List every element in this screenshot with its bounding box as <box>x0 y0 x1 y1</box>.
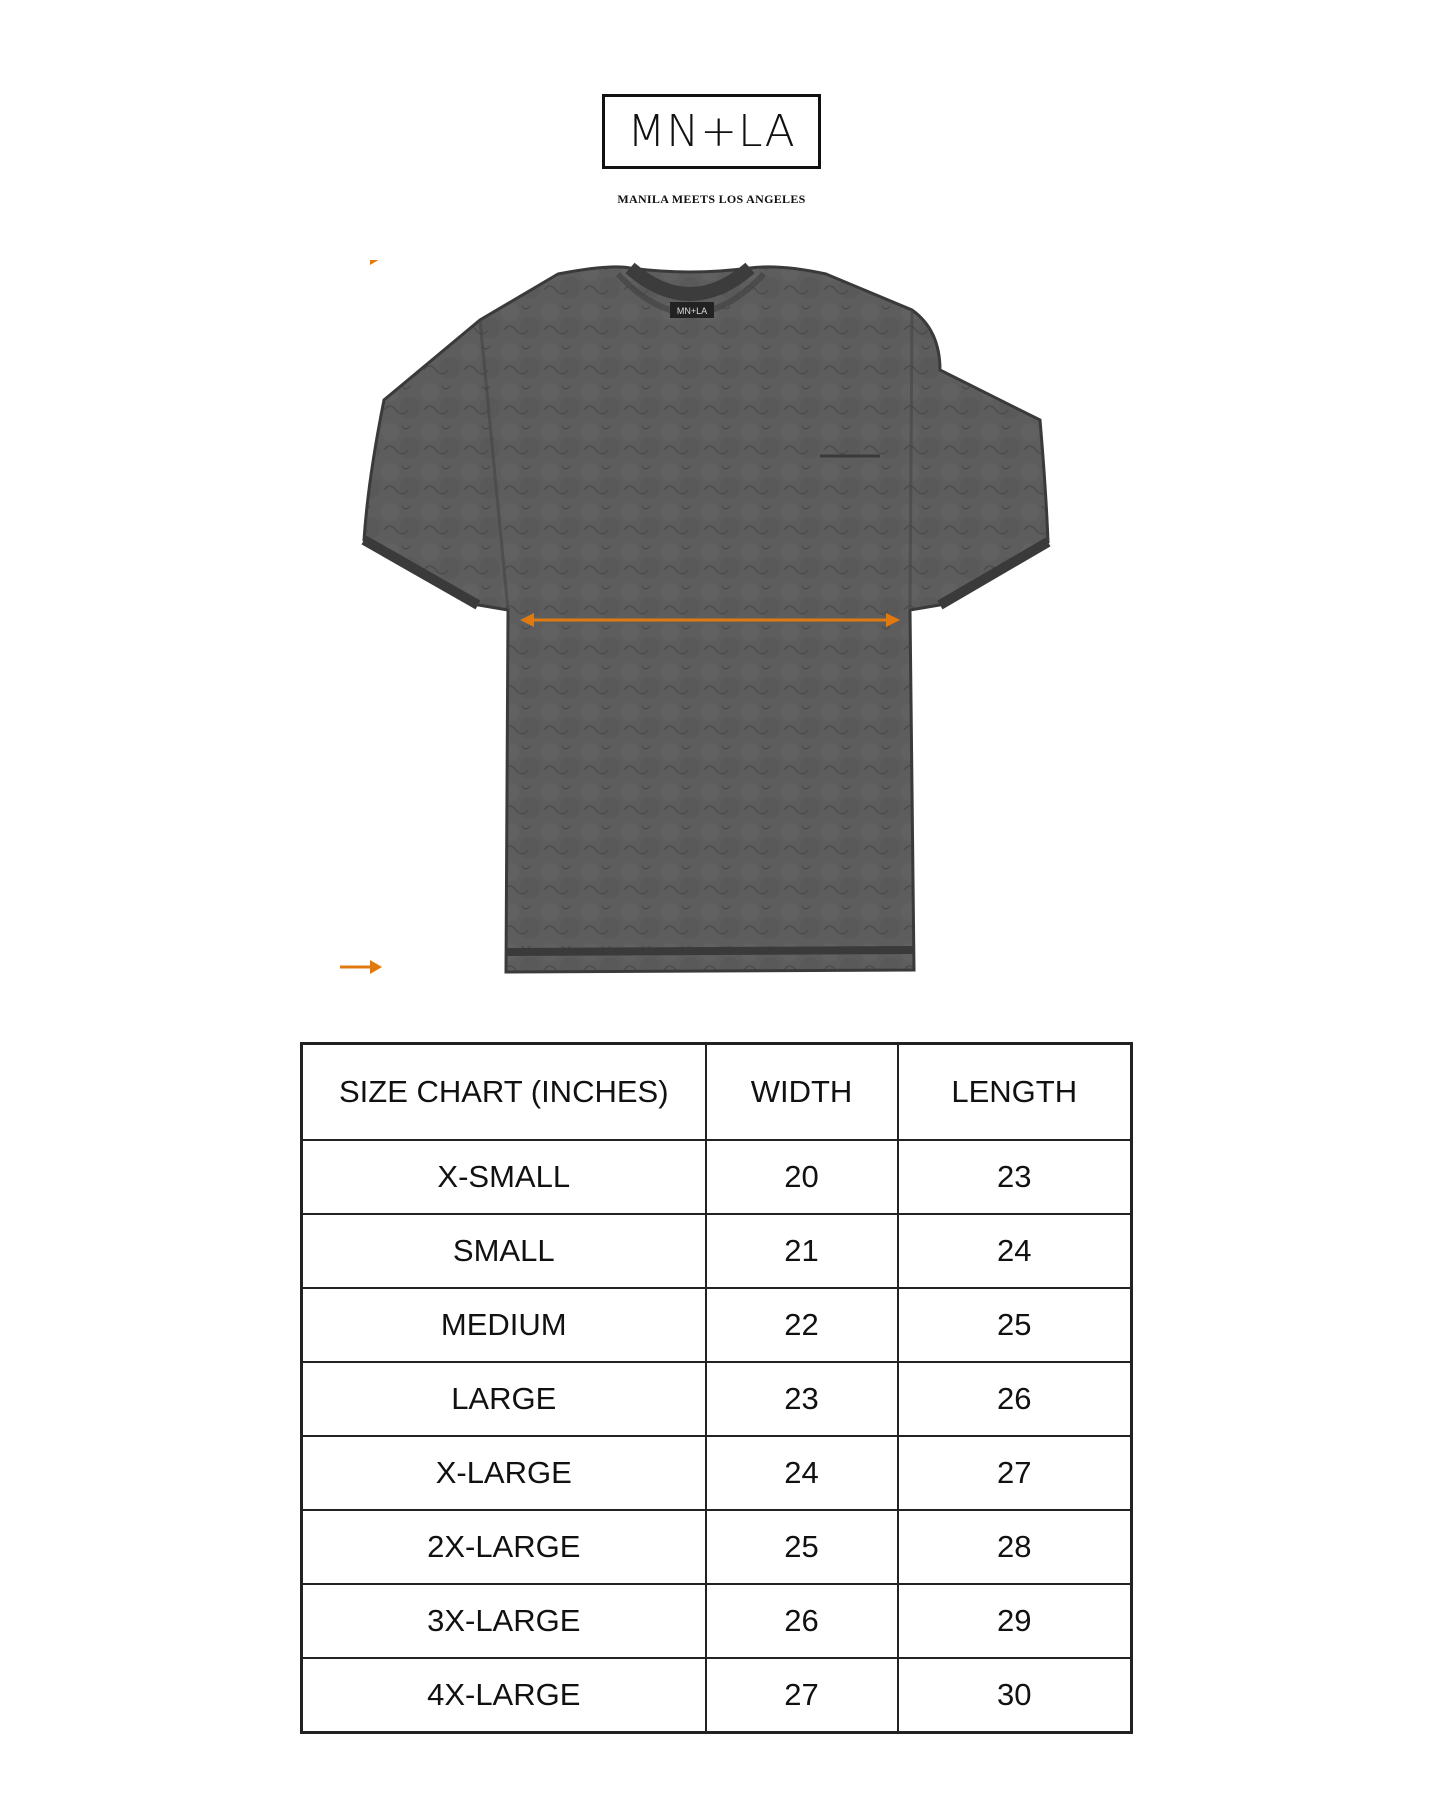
tshirt-illustration <box>340 260 1060 980</box>
brand-tagline: MANILA MEETS LOS ANGELES <box>617 192 806 206</box>
width-cell: 25 <box>706 1510 898 1584</box>
table-row <box>302 1436 1132 1510</box>
header-size: SIZE CHART (INCHES) <box>302 1044 706 1141</box>
size-cell: 4X-LARGE <box>302 1658 706 1733</box>
size-cell: SMALL <box>302 1214 706 1288</box>
header-length: LENGTH <box>898 1044 1132 1141</box>
width-cell: 26 <box>706 1584 898 1658</box>
length-cell: 30 <box>898 1658 1132 1733</box>
logo-text: MN+LA <box>627 106 796 157</box>
width-cell: 20 <box>706 1140 898 1214</box>
length-cell: 29 <box>898 1584 1132 1658</box>
table-row <box>302 1288 1132 1362</box>
size-cell: 2X-LARGE <box>302 1510 706 1584</box>
length-cell: 26 <box>898 1362 1132 1436</box>
table-row <box>302 1140 1132 1214</box>
size-cell: LARGE <box>302 1362 706 1436</box>
collar-label: MN+LA <box>676 306 708 316</box>
table-row <box>302 1362 1132 1436</box>
length-arrow <box>340 260 370 967</box>
length-arrowhead-top <box>370 260 382 265</box>
length-cell: 24 <box>898 1214 1132 1288</box>
size-cell: 3X-LARGE <box>302 1584 706 1658</box>
size-chart-table <box>300 1042 1133 1734</box>
length-cell: 23 <box>898 1140 1132 1214</box>
length-cell: 25 <box>898 1288 1132 1362</box>
width-cell: 24 <box>706 1436 898 1510</box>
table-row <box>302 1658 1132 1733</box>
size-cell: X-LARGE <box>302 1436 706 1510</box>
length-arrowhead-bottom <box>370 960 382 974</box>
length-cell: 28 <box>898 1510 1132 1584</box>
width-cell: 21 <box>706 1214 898 1288</box>
header-width: WIDTH <box>706 1044 898 1141</box>
size-cell: MEDIUM <box>302 1288 706 1362</box>
width-cell: 22 <box>706 1288 898 1362</box>
table-header-row <box>302 1044 1132 1141</box>
length-cell: 27 <box>898 1436 1132 1510</box>
table-row <box>302 1510 1132 1584</box>
size-cell: X-SMALL <box>302 1140 706 1214</box>
brand-logo <box>602 94 821 169</box>
table-row <box>302 1584 1132 1658</box>
table-row <box>302 1214 1132 1288</box>
width-cell: 23 <box>706 1362 898 1436</box>
width-cell: 27 <box>706 1658 898 1733</box>
